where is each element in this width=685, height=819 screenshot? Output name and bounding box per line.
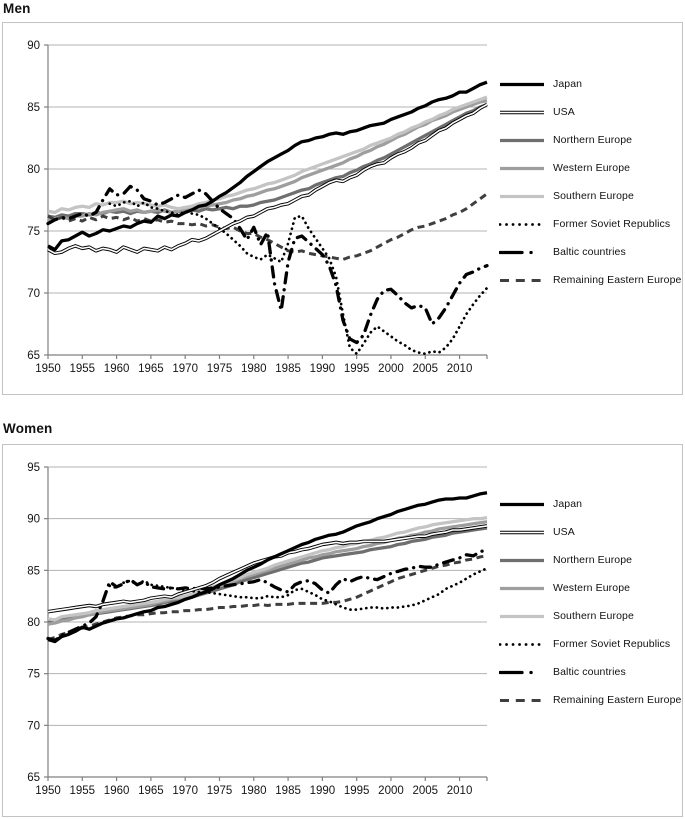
legend-item-western bbox=[499, 574, 681, 602]
legend-item-baltic bbox=[499, 238, 681, 266]
men-chart-title: Men bbox=[3, 1, 31, 16]
fsr-line-sample bbox=[499, 638, 545, 651]
x-tick-label: 1975 bbox=[206, 363, 233, 375]
series-line-southern bbox=[48, 97, 487, 212]
legend-item-southern bbox=[499, 182, 681, 210]
northern-line-sample bbox=[499, 134, 545, 147]
x-tick-label: 1950 bbox=[35, 785, 61, 797]
x-tick-label: 1985 bbox=[275, 785, 301, 797]
legend-label: Baltic countries bbox=[553, 246, 626, 258]
western-line-sample bbox=[499, 162, 545, 175]
usa-line-sample bbox=[499, 526, 545, 539]
legend-item-usa bbox=[499, 98, 681, 126]
x-tick-label: 1955 bbox=[69, 785, 96, 797]
ree-line-sample bbox=[499, 274, 545, 287]
x-tick-label: 1950 bbox=[35, 363, 61, 375]
y-tick-label: 70 bbox=[27, 288, 40, 300]
legend-label: Western Europe bbox=[553, 582, 631, 594]
legend-label: Northern Europe bbox=[553, 554, 633, 566]
x-tick-label: 1980 bbox=[240, 363, 267, 375]
southern-line-sample bbox=[499, 190, 545, 203]
x-tick-label: 1960 bbox=[103, 363, 130, 375]
legend-label: Southern Europe bbox=[553, 190, 634, 202]
legend-item-ree bbox=[499, 686, 681, 714]
y-tick-label: 85 bbox=[27, 565, 40, 578]
x-tick-label: 1970 bbox=[172, 363, 198, 375]
men-chart bbox=[2, 22, 683, 395]
legend-label: Baltic countries bbox=[553, 666, 626, 678]
y-tick-label: 85 bbox=[27, 102, 40, 114]
japan-line-sample bbox=[499, 498, 545, 511]
y-tick-label: 65 bbox=[27, 772, 40, 784]
legend-item-usa bbox=[499, 518, 681, 546]
y-tick-label: 90 bbox=[27, 40, 40, 52]
x-tick-label: 1990 bbox=[309, 363, 336, 375]
baltic-line-sample bbox=[499, 246, 545, 259]
southern-line-sample bbox=[499, 610, 545, 623]
x-tick-label: 2005 bbox=[412, 363, 439, 375]
legend-item-western bbox=[499, 154, 681, 182]
x-tick-label: 1965 bbox=[138, 785, 164, 797]
legend-label: Japan bbox=[553, 78, 583, 90]
x-tick-label: 2010 bbox=[446, 785, 473, 797]
legend-item-baltic bbox=[499, 658, 681, 686]
legend-item-japan bbox=[499, 70, 681, 98]
northern-line-sample bbox=[499, 554, 545, 567]
y-tick-label: 95 bbox=[27, 462, 40, 474]
legend-label: Southern Europe bbox=[553, 610, 634, 622]
x-tick-label: 1965 bbox=[138, 363, 164, 375]
x-tick-label: 1990 bbox=[309, 785, 336, 797]
women-chart bbox=[2, 444, 683, 817]
legend-item-japan bbox=[499, 490, 681, 518]
fsr-line-sample bbox=[499, 218, 545, 231]
y-tick-label: 70 bbox=[27, 720, 40, 733]
legend-label: Remaining Eastern Europe bbox=[553, 274, 682, 286]
legend-label: Remaining Eastern Europe bbox=[553, 694, 682, 706]
legend-label: Former Soviet Republics bbox=[553, 638, 671, 650]
ree-line-sample bbox=[499, 694, 545, 707]
x-tick-label: 2000 bbox=[378, 363, 404, 375]
x-tick-label: 1985 bbox=[275, 363, 301, 375]
y-tick-label: 75 bbox=[27, 668, 40, 681]
x-tick-label: 1970 bbox=[172, 785, 198, 797]
y-tick-label: 90 bbox=[27, 513, 40, 526]
legend-item-northern bbox=[499, 126, 681, 154]
legend-label: Former Soviet Republics bbox=[553, 218, 671, 230]
y-tick-label: 65 bbox=[27, 350, 40, 362]
legend-label: Japan bbox=[553, 498, 583, 510]
legend-item-fsr bbox=[499, 630, 681, 658]
men-legend bbox=[499, 70, 681, 294]
x-tick-label: 1960 bbox=[103, 785, 130, 797]
x-tick-label: 2010 bbox=[446, 363, 473, 375]
x-tick-label: 1955 bbox=[69, 363, 96, 375]
x-tick-label: 1980 bbox=[240, 785, 267, 797]
y-tick-label: 80 bbox=[27, 617, 40, 629]
usa-line-sample bbox=[499, 106, 545, 119]
legend-item-southern bbox=[499, 602, 681, 630]
x-tick-label: 2005 bbox=[412, 785, 439, 797]
legend-item-fsr bbox=[499, 210, 681, 238]
women-chart-title: Women bbox=[3, 421, 53, 436]
legend-label: USA bbox=[553, 526, 575, 538]
women-legend bbox=[499, 490, 681, 714]
legend-label: Western Europe bbox=[553, 162, 631, 174]
legend-label: Northern Europe bbox=[553, 134, 633, 146]
y-tick-label: 75 bbox=[27, 226, 40, 238]
x-tick-label: 1995 bbox=[343, 785, 370, 797]
y-tick-label: 80 bbox=[27, 164, 40, 176]
japan-line-sample bbox=[499, 78, 545, 91]
legend-item-northern bbox=[499, 546, 681, 574]
legend-label: USA bbox=[553, 106, 575, 118]
x-tick-label: 1975 bbox=[206, 785, 233, 797]
western-line-sample bbox=[499, 582, 545, 595]
legend-item-ree bbox=[499, 266, 681, 294]
x-tick-label: 2000 bbox=[378, 785, 404, 797]
x-tick-label: 1995 bbox=[343, 363, 370, 375]
baltic-line-sample bbox=[499, 666, 545, 679]
